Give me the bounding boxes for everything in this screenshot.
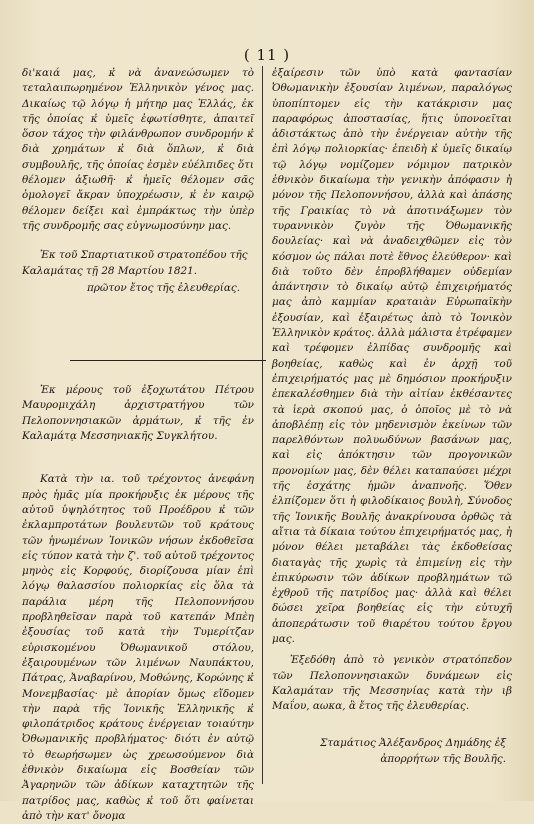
page-number: ( 11 ) (243, 46, 291, 64)
left-dateline: Ἐκ τοῦ Σπαρτιατικοῦ στρατοπέδου τῆς Καλαμάτας τῇ 28 Μαρτίου 1821. (22, 249, 248, 277)
section-rule (70, 360, 266, 361)
proclamation-heading: Ἐκ μέρους τοῦ ἐξοχωτάτου Πέτρου Μαυρομιχάλη ἀρχιστρατήγου τῶν Πελοποννησιακῶν ἁρμάτων, κ̓ τῆς ἐν Καλαμάτᾳ Μεσσηνιακῆς Συγκλήτου. (22, 384, 254, 443)
signature: Σταμάτιος Ἀλέξανδρος Δημάδης ἐξ ἀπορρήτων τῆς Βουλῆς. (320, 737, 506, 765)
right-column (272, 66, 512, 782)
left-paragraph-1: δι'καιά μας, κ̓ νὰ ἀνανεώσωμεν τὸ τεταλαιπωρημένον Ἑλληνικὸν γένος μας. Δικαίως τῷ λόγῳ ἡ μήτηρ μας Ἑλλάς, ἐκ τῆς ὁποίας κ̓ ὑμεῖς ἐφωτίσθητε, ἀπαιτεῖ ὅσον τάχος τὴν φιλάνθρωπον συνδρομήν κ̓ διὰ χρημάτων κ̓ διὰ ὅπλων, κ̓ διὰ συμβουλῆς, τῆς ὁποίας ἐσμὲν εὐέλπιδες ὅτι θέλομεν ἀξιωθῆ· κ̓ ἡμεῖς θέλομεν σᾶς ὁμολογεῖ ἄκραν ὑποχρέωσιν, κ̓ ἐν καιρῷ θέλομεν δείξει καὶ ἐμπράκτως τὴν ὑπὲρ τῆς συνδρομῆς σας εὐγνωμοσύνην μας. (22, 67, 254, 232)
right-paragraph-1: ἐξαίρεσιν τῶν ὑπὸ κατὰ φαντασίαν Ὀθωμανικὴν ἐξουσίαν λιμένων, παραλόγως ὑποπίπτομεν εἰς τὴν κατάκρισιν μας παραφόρως ἀποστασίας, ἥτις ὑπονοεῖται ἀδιστάκτως ἀπὸ τὴν ἐνέργειαν αὐτὴν τῆς ἐπὶ λόγῳ πολιορκίας· ἐπειδὴ κ̓ ὑμεῖς δικαίῳ τῷ λόγῳ νομίζομεν νόμιμον πατρικὸν ἐθνικὸν δικαίωμα τὴν γενικὴν ἀπόφασιν ἡ μόνον τῆς Πελοποννήσου, ἀλλὰ καὶ ἁπάσης τῆς Γραικίας τὸ νὰ ἀποτινάξωμεν τὸν τυραννικὸν ζυγὸν τῆς Ὀθωμανικῆς δουλείας· καὶ νὰ ἀναδειχθῶμεν εἰς τὸν κόσμον ὡς πάλαι ποτὲ ἔθνος ἐλεύθερον· καὶ διὰ τοῦτο δὲν ἐπροβλήθαμεν οὐδεμίαν ἀπάντησιν τὸ δικαίῳ αὐτῷ ἐπιχειρήματός μας ἀπὸ καμμίαν κραταιὰν Εὐρωπαϊκὴν ἐξουσίαν, καὶ ἐξαιρέτως ἀπὸ τὸ Ἰονικὸν Ἑλληνικὸν κράτος. ἀλλὰ μάλιστα ἐτρέφαμεν καὶ τρέφομεν ἐλπίδας συνδρομῆς καὶ βοηθείας, καθὼς καὶ ἐν ἀρχῇ τοῦ ἐπιχειρήματός μας μὲ δημόσιον προκήρυξιν ἐπεκαλέσθημεν διὰ τὴν αἰτίαν ἐκθέσαντες τὰ ἱερὰ σκοπού μας, ὁ ὁποῖος μὲ τὸ νὰ ἀποβλέπῃ εἰς τὸν μηδενισμὸν ἐκείνων τῶν παρελθόντων πολυωδύνων βασάνων μας, καὶ εἰς ἀπόκτησιν τῶν προγονικῶν προνομίων μας, δὲν θέλει καταπαύσει μέχρι τῆς ἐσχάτης ἡμῶν ἀναπνοῆς. Ὅθεν ἐλπίζομεν ὅτι ἡ φιλοδίκαιος βουλὴ, Σύνοδος τῆς Ἰονικῆς Βουλῆς ἀνακρίνουσα ὀρθῶς τὰ αἴτια τὰ δίκαια τούτου ἐπιχειρήματός μας, ἡ μόνον θέλει μεταβάλει τὰς ἐκδοθείσας διαταγὰς τῆς χωρὶς τὰ ἐπιμείνῃ εἰς τὴν ἐπικύρωσιν τῶν ἀδίκων προβλημάτων τῶ ἐχθροῦ τῆς πατρίδος μας· ἀλλὰ καὶ θέλει δώσει χεῖρα βοηθείας εἰς τὴν εὐτυχῆ ἀποπεράτωσιν τοῦ θιαρέτου τούτου ἔργου μας. (272, 67, 512, 645)
left-dateline-year: πρῶτον ἔτος τῆς ἐλευθερίας. (86, 281, 240, 294)
left-paragraph-2: Κατὰ τὴν ια. τοῦ τρέχοντος ἀνεφάνη πρὸς ἡμᾶς μία προκήρυξις ἐκ μέρους τῆς αὐτοῦ ὑψηλότητος τοῦ Προέδρου κ̓ τῶν ἐκλαμπροτάτων βουλευτῶν τοῦ κράτους τῶν ἡνωμένων Ἰονικῶν νήσων ἐκδοθεῖσα εἰς τύπον κατὰ τὴν ζ'. τοῦ αὐτοῦ τρέχοντος μηνὸς εἰς Κορφούς, διορίζουσα μίαν ἐπὶ λόγῳ θαλασσίου πολιορκίας εἰς ὅλα τὰ παράλια μέρη τῆς Πελοποννήσου προβληθεῖσαν παρὰ τοῦ κατεπάν Μπὲη ἐξουσίας τοῦ κατὰ τὴν Τυμερίτζαν εὑρισκομένου Ὀθωμανικοῦ στόλου, ἐξαιρουμένων τῶν λιμένων Ναυπάκτου, Πάτρας, Ἀναβαρίνου, Μοθώνης, Κορώνης κ̓ Μονεμβασίας· μὲ ἀπορίαν ὅμως εἴδομεν τὴν παρὰ τῆς Ἰονικῆς Ἑλληνικῆς κ̓ φιλοπάτριδος κράτους ἐνέργειαν τοιαύτην Ὀθωμανικῆς προβλήματος· διότι ἐν αὐτῷ τὸ θεωρήσωμεν ὡς χρεωσούμενον διὰ ἐθνικὸν δικαίωμα εἰς Βοσθείαν τῶν Ἀγαρηνῶν τῶν ἀδίκων καταχτητῶν τῆς πατρίδος μας, καθὼς κ̓ τοῦ ὅτι φαίνεται ἀπὸ τὴν κατ' ὄνομα (22, 473, 254, 822)
left-column (22, 66, 254, 822)
right-dateline: Ἐξεδόθη ἀπὸ τὸ γενικὸν στρατόπεδον τῶν Πελοποννησιακῶν δυνάμεων εἰς Καλαμάταν τῆς Μεσσηνίας κατὰ τὴν ιβ Μαΐου, αωκα, ἃ ἔτος τῆς ἐλευθερίας. (272, 654, 512, 713)
column-divider (262, 66, 263, 784)
